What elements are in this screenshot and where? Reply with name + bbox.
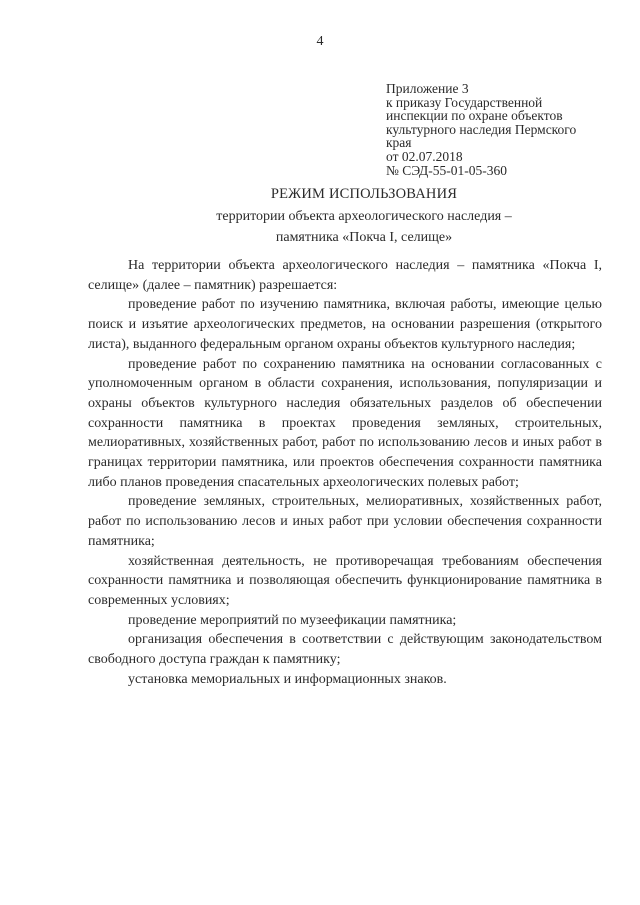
paragraph-intro: На территории объекта археологического наследия – памятника «Покча I, селище» (далее – памятник) разрешается: <box>88 258 602 293</box>
appendix-block <box>386 82 576 177</box>
appendix-date: от 02.07.2018 <box>386 148 463 164</box>
document-title: РЕЖИМ ИСПОЛЬЗОВАНИЯ <box>270 186 458 202</box>
appendix-line: инспекции по охране объектов <box>386 108 563 124</box>
paragraph-item: проведение земляных, строительных, мелиоративных, хозяйственных работ, работ по использованию лесов и иных работ при условии обеспечения сохранности памятника; <box>88 494 602 549</box>
document-body <box>88 256 602 689</box>
paragraph-item: хозяйственная деятельность, не противоречащая требованиям обеспечения сохранности памятника и позволяющая обеспечить функционирование памятника в современных условиях; <box>88 553 602 608</box>
appendix-number: № СЭД-55-01-05-360 <box>386 162 507 178</box>
appendix-line: Приложение 3 <box>386 81 469 96</box>
paragraph-item: проведение работ по изучению памятника, включая работы, имеющие целью поиск и изъятие археологических предметов, на основании разрешения (открытого листа), выданного федеральным органом охраны объектов культурного наследия; <box>88 297 602 352</box>
page-number: 4 <box>316 34 324 49</box>
paragraph-item: установка мемориальных и информационных знаков. <box>128 671 447 687</box>
paragraph-item: организация обеспечения в соответствии с действующим законодательством свободного доступа граждан к памятнику; <box>88 632 602 668</box>
appendix-line: культурного наследия Пермского <box>386 121 577 137</box>
document-subtitle-line-2: памятника «Покча I, селище» <box>275 230 453 245</box>
paragraph-item: проведение мероприятий по музеефикации памятника; <box>128 612 457 628</box>
paragraph-item: проведение работ по сохранению памятника на основании согласованных с уполномоченным органом в области сохранения, использования, популяризации и охраны объектов культурного наследия обязательных разделов об обеспечении сохранности памятника в проектах проведения земляных, строительных, мелиоративных, хозяйственных работ, работ по использованию лесов и иных работ в границах территории памятника, или проектов обеспечения сохранности памятника либо планов проведения спасательных археологических полевых работ; <box>88 356 602 490</box>
appendix-line: к приказу Государственной <box>386 94 543 110</box>
document-subtitle-line-1: территории объекта археологического наследия – <box>216 209 512 224</box>
appendix-line: края <box>386 135 412 151</box>
